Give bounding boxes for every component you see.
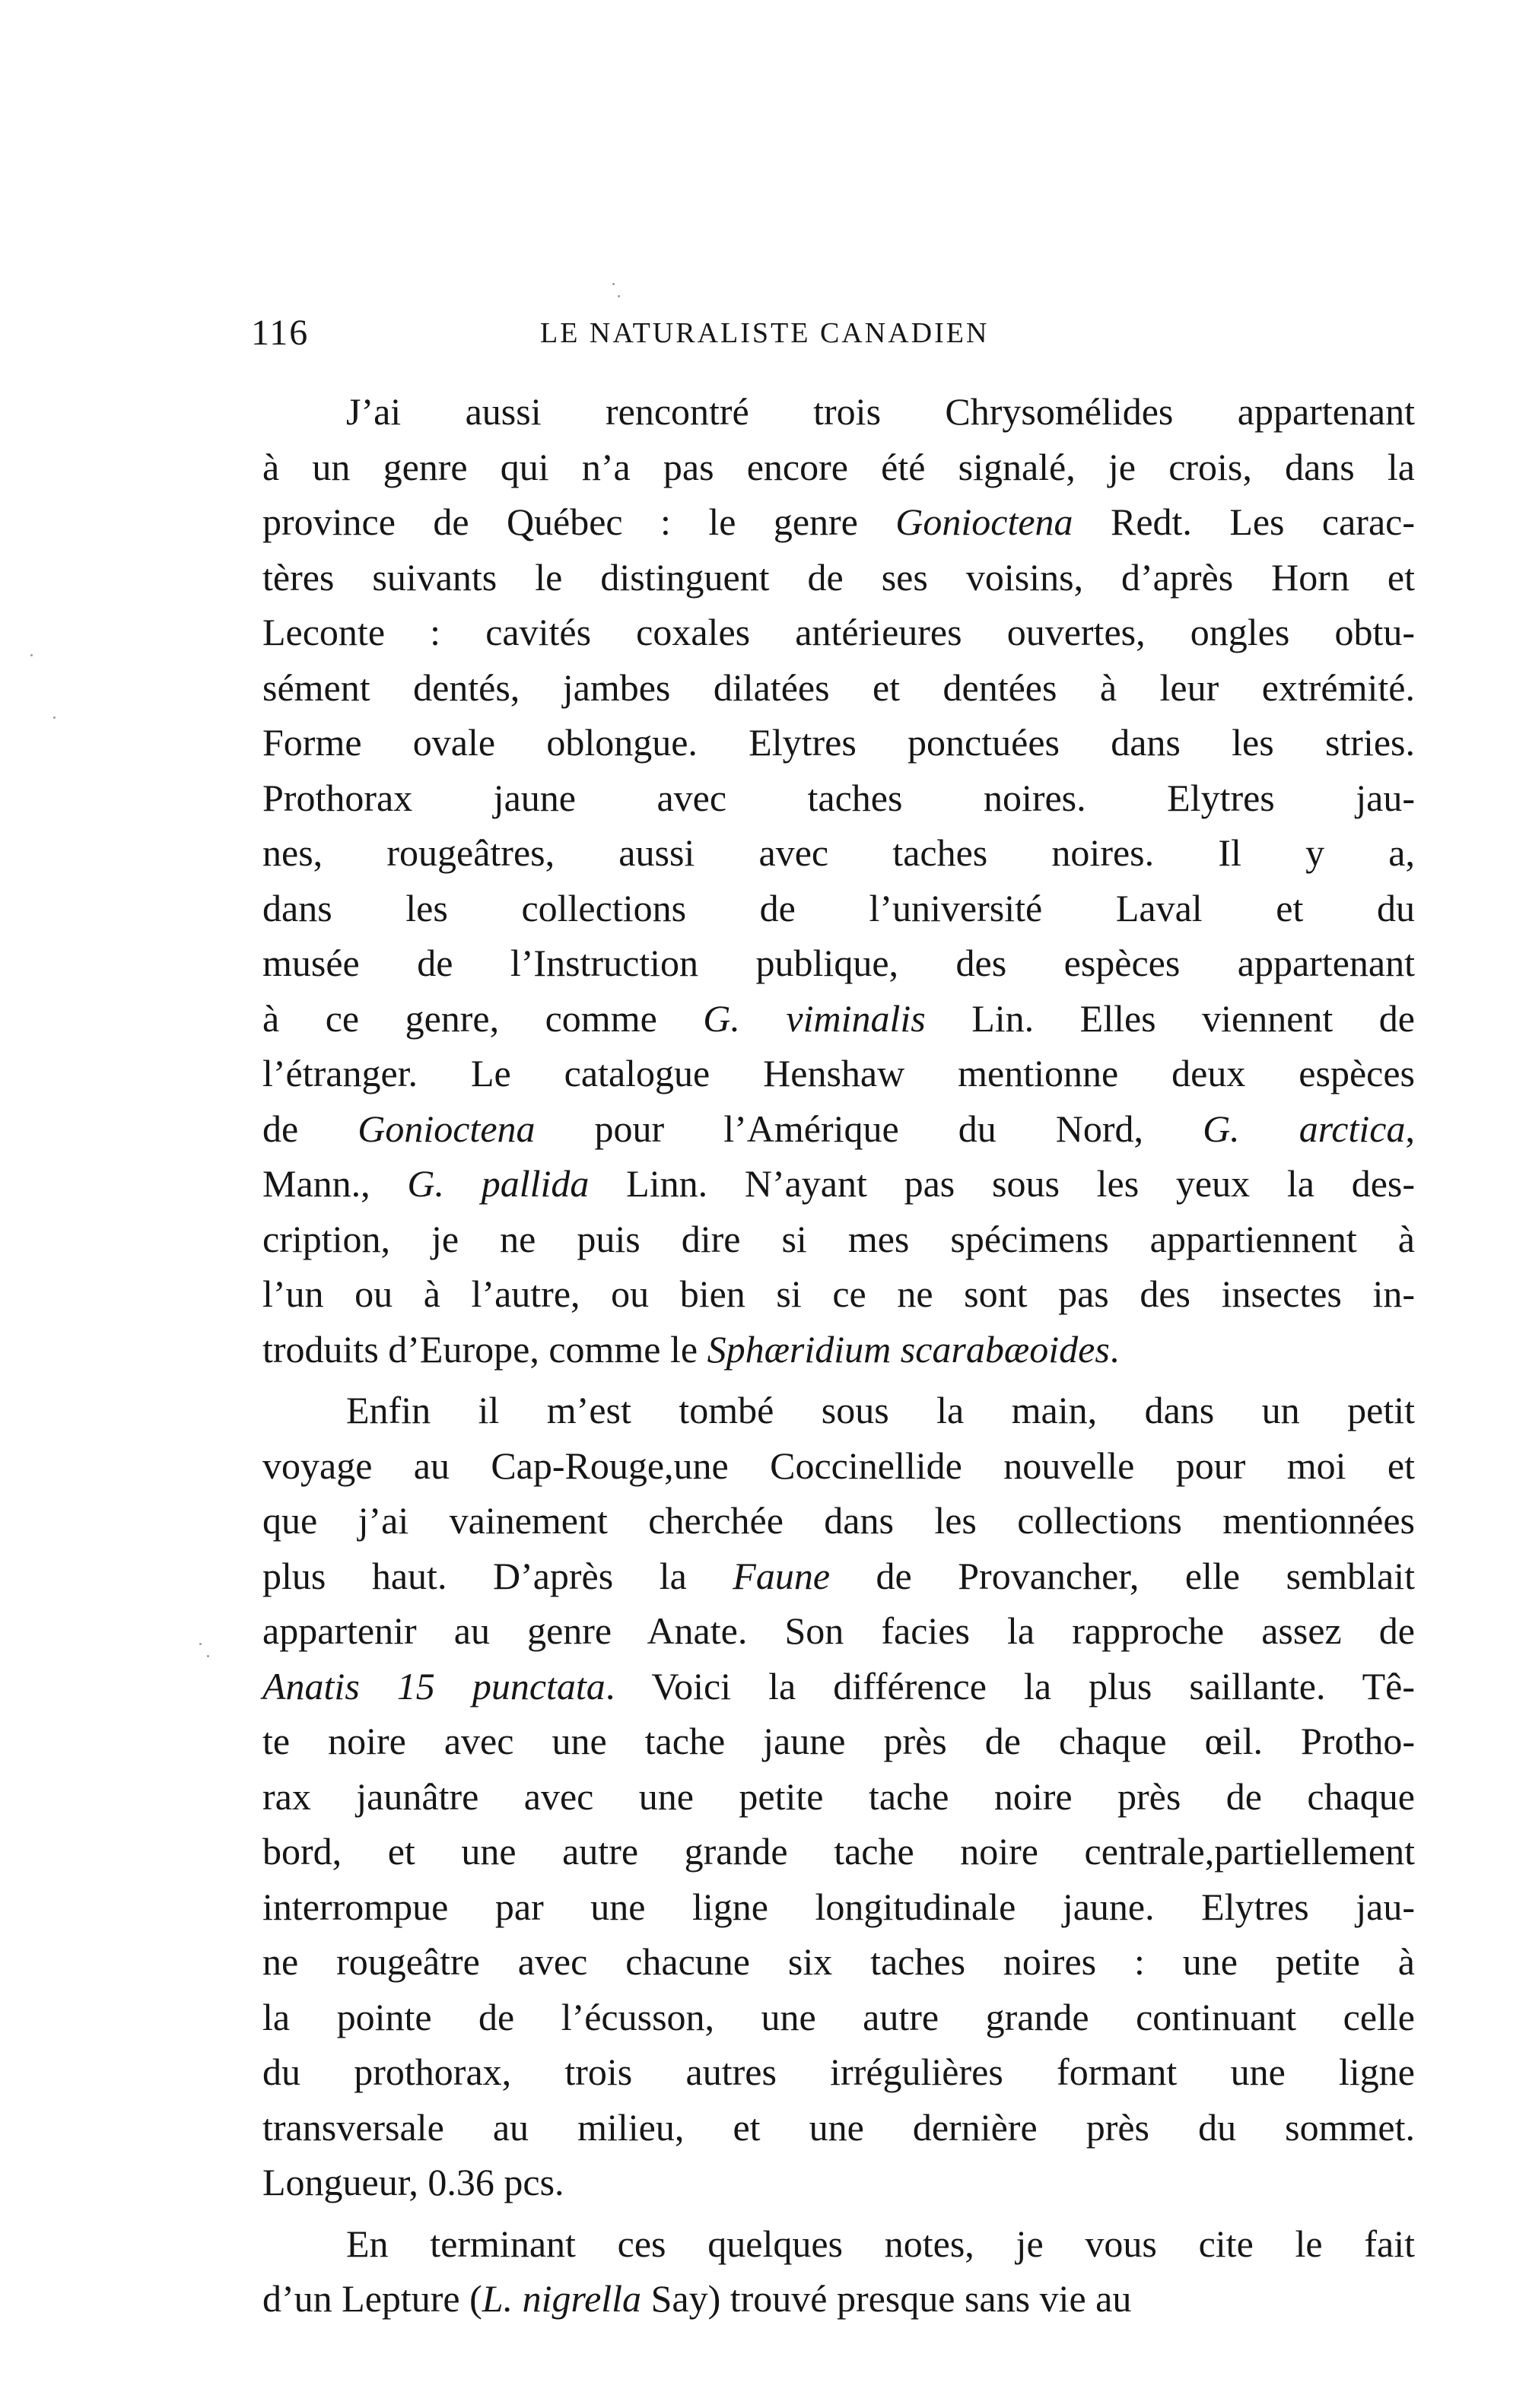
text-line: te noire avec une tache jaune près de chaque œil. Protho- (262, 1720, 1415, 1762)
text-line: En terminant ces quelques notes, je vous cite le fait (346, 2222, 1415, 2265)
text-line: à ce genre, comme G. viminalis Lin. Elles viennent de (262, 996, 1415, 1040)
text-line: bord, et une autre grande tache noire centrale,partiellement (262, 1830, 1415, 1873)
text-line: troduits d’Europe, comme le Sphæridium scarabæoides. (262, 1327, 1120, 1371)
page-header (251, 312, 1438, 365)
scan-speck (199, 1643, 202, 1645)
text-line: plus haut. D’après la Faune de Provancher, elle semblait (262, 1554, 1415, 1597)
text-line: Enfin il m’est tombé sous la main, dans un petit (346, 1389, 1415, 1431)
scan-speck (53, 716, 56, 719)
text-line: Longueur, 0.36 pcs. (262, 2161, 564, 2203)
text-line: ne rougeâtre avec chacune six taches noires : une petite à (262, 1940, 1415, 1983)
text-line: tères suivants le distinguent de ses voisins, d’après Horn et (262, 555, 1415, 599)
text-line: nes, rougeâtres, aussi avec taches noires. Il y a, (262, 831, 1415, 874)
text-line: appartenir au genre Anate. Son facies la rapproche assez de (262, 1609, 1415, 1652)
text-line: l’un ou à l’autre, ou bien si ce ne sont pas des insectes in- (262, 1272, 1415, 1315)
text-line: de Gonioctena pour l’Amérique du Nord, G. arctica, (262, 1107, 1415, 1150)
scan-speck (30, 654, 33, 656)
text-line: Prothorax jaune avec taches noires. Elytres jau- (262, 776, 1415, 819)
text-line: transversale au milieu, et une dernière près du sommet. (262, 2105, 1415, 2149)
text-line: Leconte : cavités coxales antérieures ouvertes, ongles obtu- (262, 611, 1415, 653)
text-line: musée de l’Instruction publique, des espèces appartenant (262, 942, 1415, 984)
text-line: cription, je ne puis dire si mes spécimens appartiennent à (262, 1217, 1415, 1260)
paragraph (262, 1383, 1415, 2210)
scan-speck (612, 283, 615, 285)
page-number: 116 (251, 313, 310, 353)
text-line: voyage au Cap-Rouge,une Coccinellide nouvelle pour moi et (262, 1444, 1415, 1487)
text-line: du prothorax, trois autres irrégulières formant une ligne (262, 2051, 1415, 2093)
scan-speck (207, 1655, 209, 1657)
text-line: Mann., G. pallida Linn. N’ayant pas sous les yeux la des- (262, 1162, 1415, 1205)
running-title: LE NATURALISTE CANADIEN (540, 317, 990, 349)
text-line: Forme ovale oblongue. Elytres ponctuées dans les stries. (262, 721, 1415, 764)
text-line: que j’ai vainement cherchée dans les collections mentionnées (262, 1499, 1415, 1542)
text-line: l’étranger. Le catalogue Henshaw mentionne deux espèces (262, 1052, 1415, 1094)
text-line: la pointe de l’écusson, une autre grande continuant celle (262, 1995, 1415, 2038)
text-line: J’ai aussi rencontré trois Chrysomélides appartenant (346, 390, 1415, 433)
text-line: interrompue par une ligne longitudinale jaune. Elytres jau- (262, 1885, 1415, 1928)
text-line: Anatis 15 punctata. Voici la différence la plus saillante. Tê- (262, 1664, 1416, 1708)
text-line: dans les collections de l’université Laval et du (262, 886, 1415, 929)
text-line: d’un Lepture (L. nigrella Say) trouvé presque sans vie au (262, 2277, 1132, 2320)
scan-speck (618, 295, 620, 297)
paragraph (262, 384, 1415, 1377)
paragraph (262, 2216, 1415, 2327)
body-text (262, 384, 1415, 2327)
text-line: rax jaunâtre avec une petite tache noire près de chaque (262, 1774, 1415, 1818)
text-line: à un genre qui n’a pas encore été signalé, je crois, dans la (262, 445, 1415, 488)
text-line: province de Québec : le genre Gonioctena Redt. Les carac- (262, 500, 1415, 543)
text-line: sément dentés, jambes dilatées et dentées à leur extrémité. (262, 666, 1415, 709)
